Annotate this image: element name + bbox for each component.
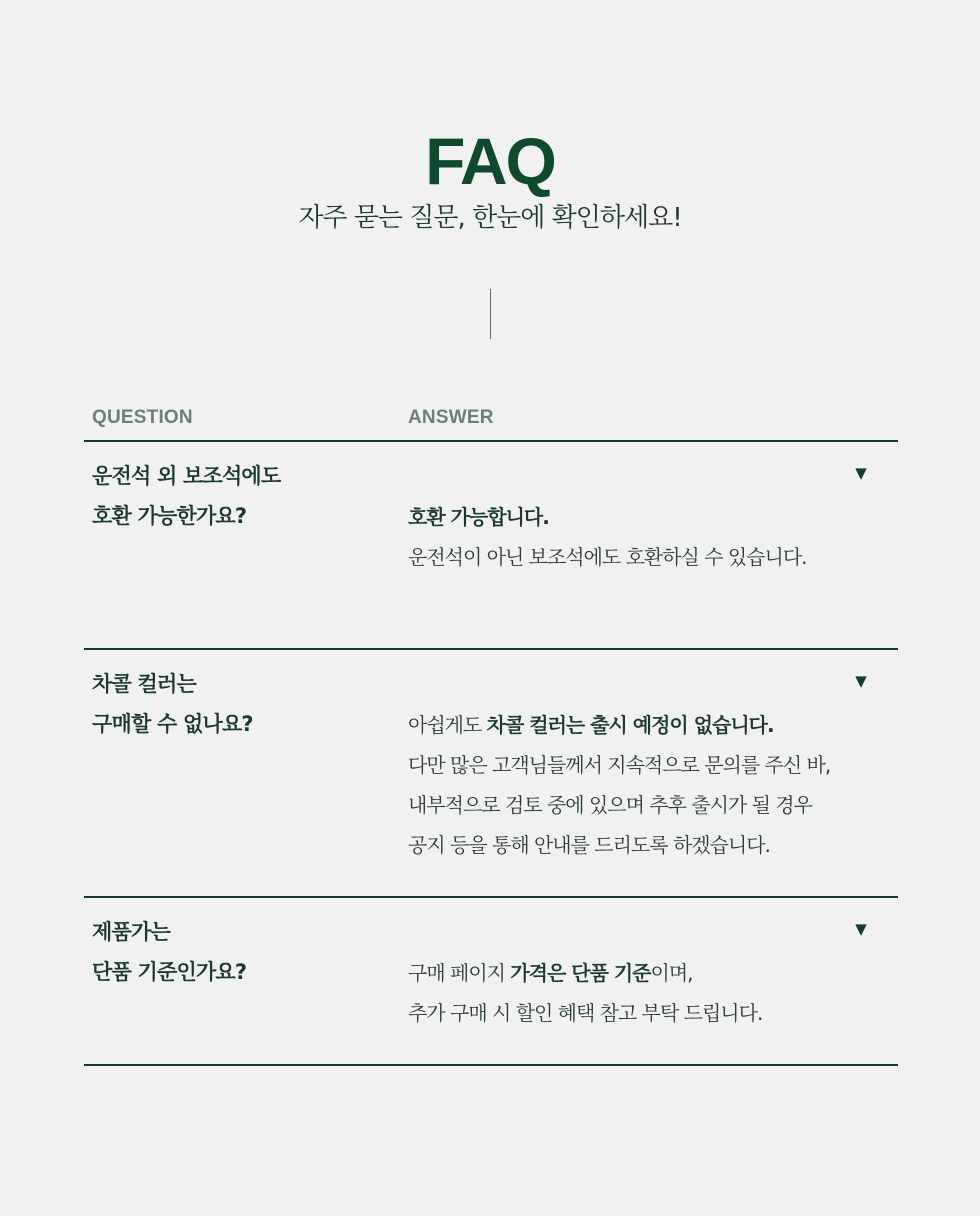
faq-table-header [84, 400, 898, 442]
triangle-down-icon[interactable]: ▼ [855, 464, 867, 482]
faq-answer-line: 공지 등을 통해 안내를 드리도록 하겠습니다. [408, 833, 770, 857]
triangle-down-icon[interactable]: ▼ [855, 672, 867, 690]
question-column-label: QUESTION [92, 407, 193, 428]
faq-question-line: 호환 가능한가요? [92, 504, 247, 528]
faq-question-line: 차콜 컬러는 [92, 672, 196, 696]
faq-question-line: 단품 기준인가요? [92, 960, 247, 984]
answer-column-label: ANSWER [408, 407, 494, 428]
page-subtitle: 자주 묻는 질문, 한눈에 확인하세요! [298, 203, 682, 233]
triangle-down-icon[interactable]: ▼ [855, 920, 867, 938]
faq-item[interactable] [84, 442, 898, 650]
faq-header [0, 126, 980, 236]
faq-answer [408, 953, 878, 1033]
faq-answer-line: 내부적으로 검토 중에 있으며 추후 출시가 될 경우 [408, 793, 812, 817]
faq-answer-line [408, 705, 878, 745]
faq-item[interactable] [84, 898, 898, 1066]
faq-item[interactable] [84, 650, 898, 898]
faq-question-line: 운전석 외 보조석에도 [92, 464, 281, 488]
faq-answer-highlight: 차콜 컬러는 출시 예정이 없습니다. [486, 713, 774, 737]
faq-answer-line: 추가 구매 시 할인 혜택 참고 부탁 드립니다. [408, 1001, 763, 1025]
faq-answer-line [408, 953, 878, 993]
faq-answer-text: 이며, [650, 961, 693, 985]
faq-answer-line: 호환 가능합니다. [408, 505, 549, 529]
faq-answer [408, 497, 878, 577]
faq-question [92, 912, 382, 992]
page-title: FAQ [425, 124, 555, 198]
faq-answer-highlight: 가격은 단품 기준 [510, 961, 651, 985]
faq-answer-text: 구매 페이지 [408, 961, 511, 985]
vertical-divider [490, 289, 491, 339]
faq-answer-line: 다만 많은 고객님들께서 지속적으로 문의를 주신 바, [408, 753, 831, 777]
faq-answer-line: 운전석이 아닌 보조석에도 호환하실 수 있습니다. [408, 545, 807, 569]
faq-answer-text: 아쉽게도 [408, 713, 487, 737]
faq-question-line: 구매할 수 없나요? [92, 712, 253, 736]
faq-question-line: 제품가는 [92, 920, 170, 944]
faq-question [92, 664, 382, 744]
faq-question [92, 456, 382, 536]
faq-answer [408, 705, 878, 865]
